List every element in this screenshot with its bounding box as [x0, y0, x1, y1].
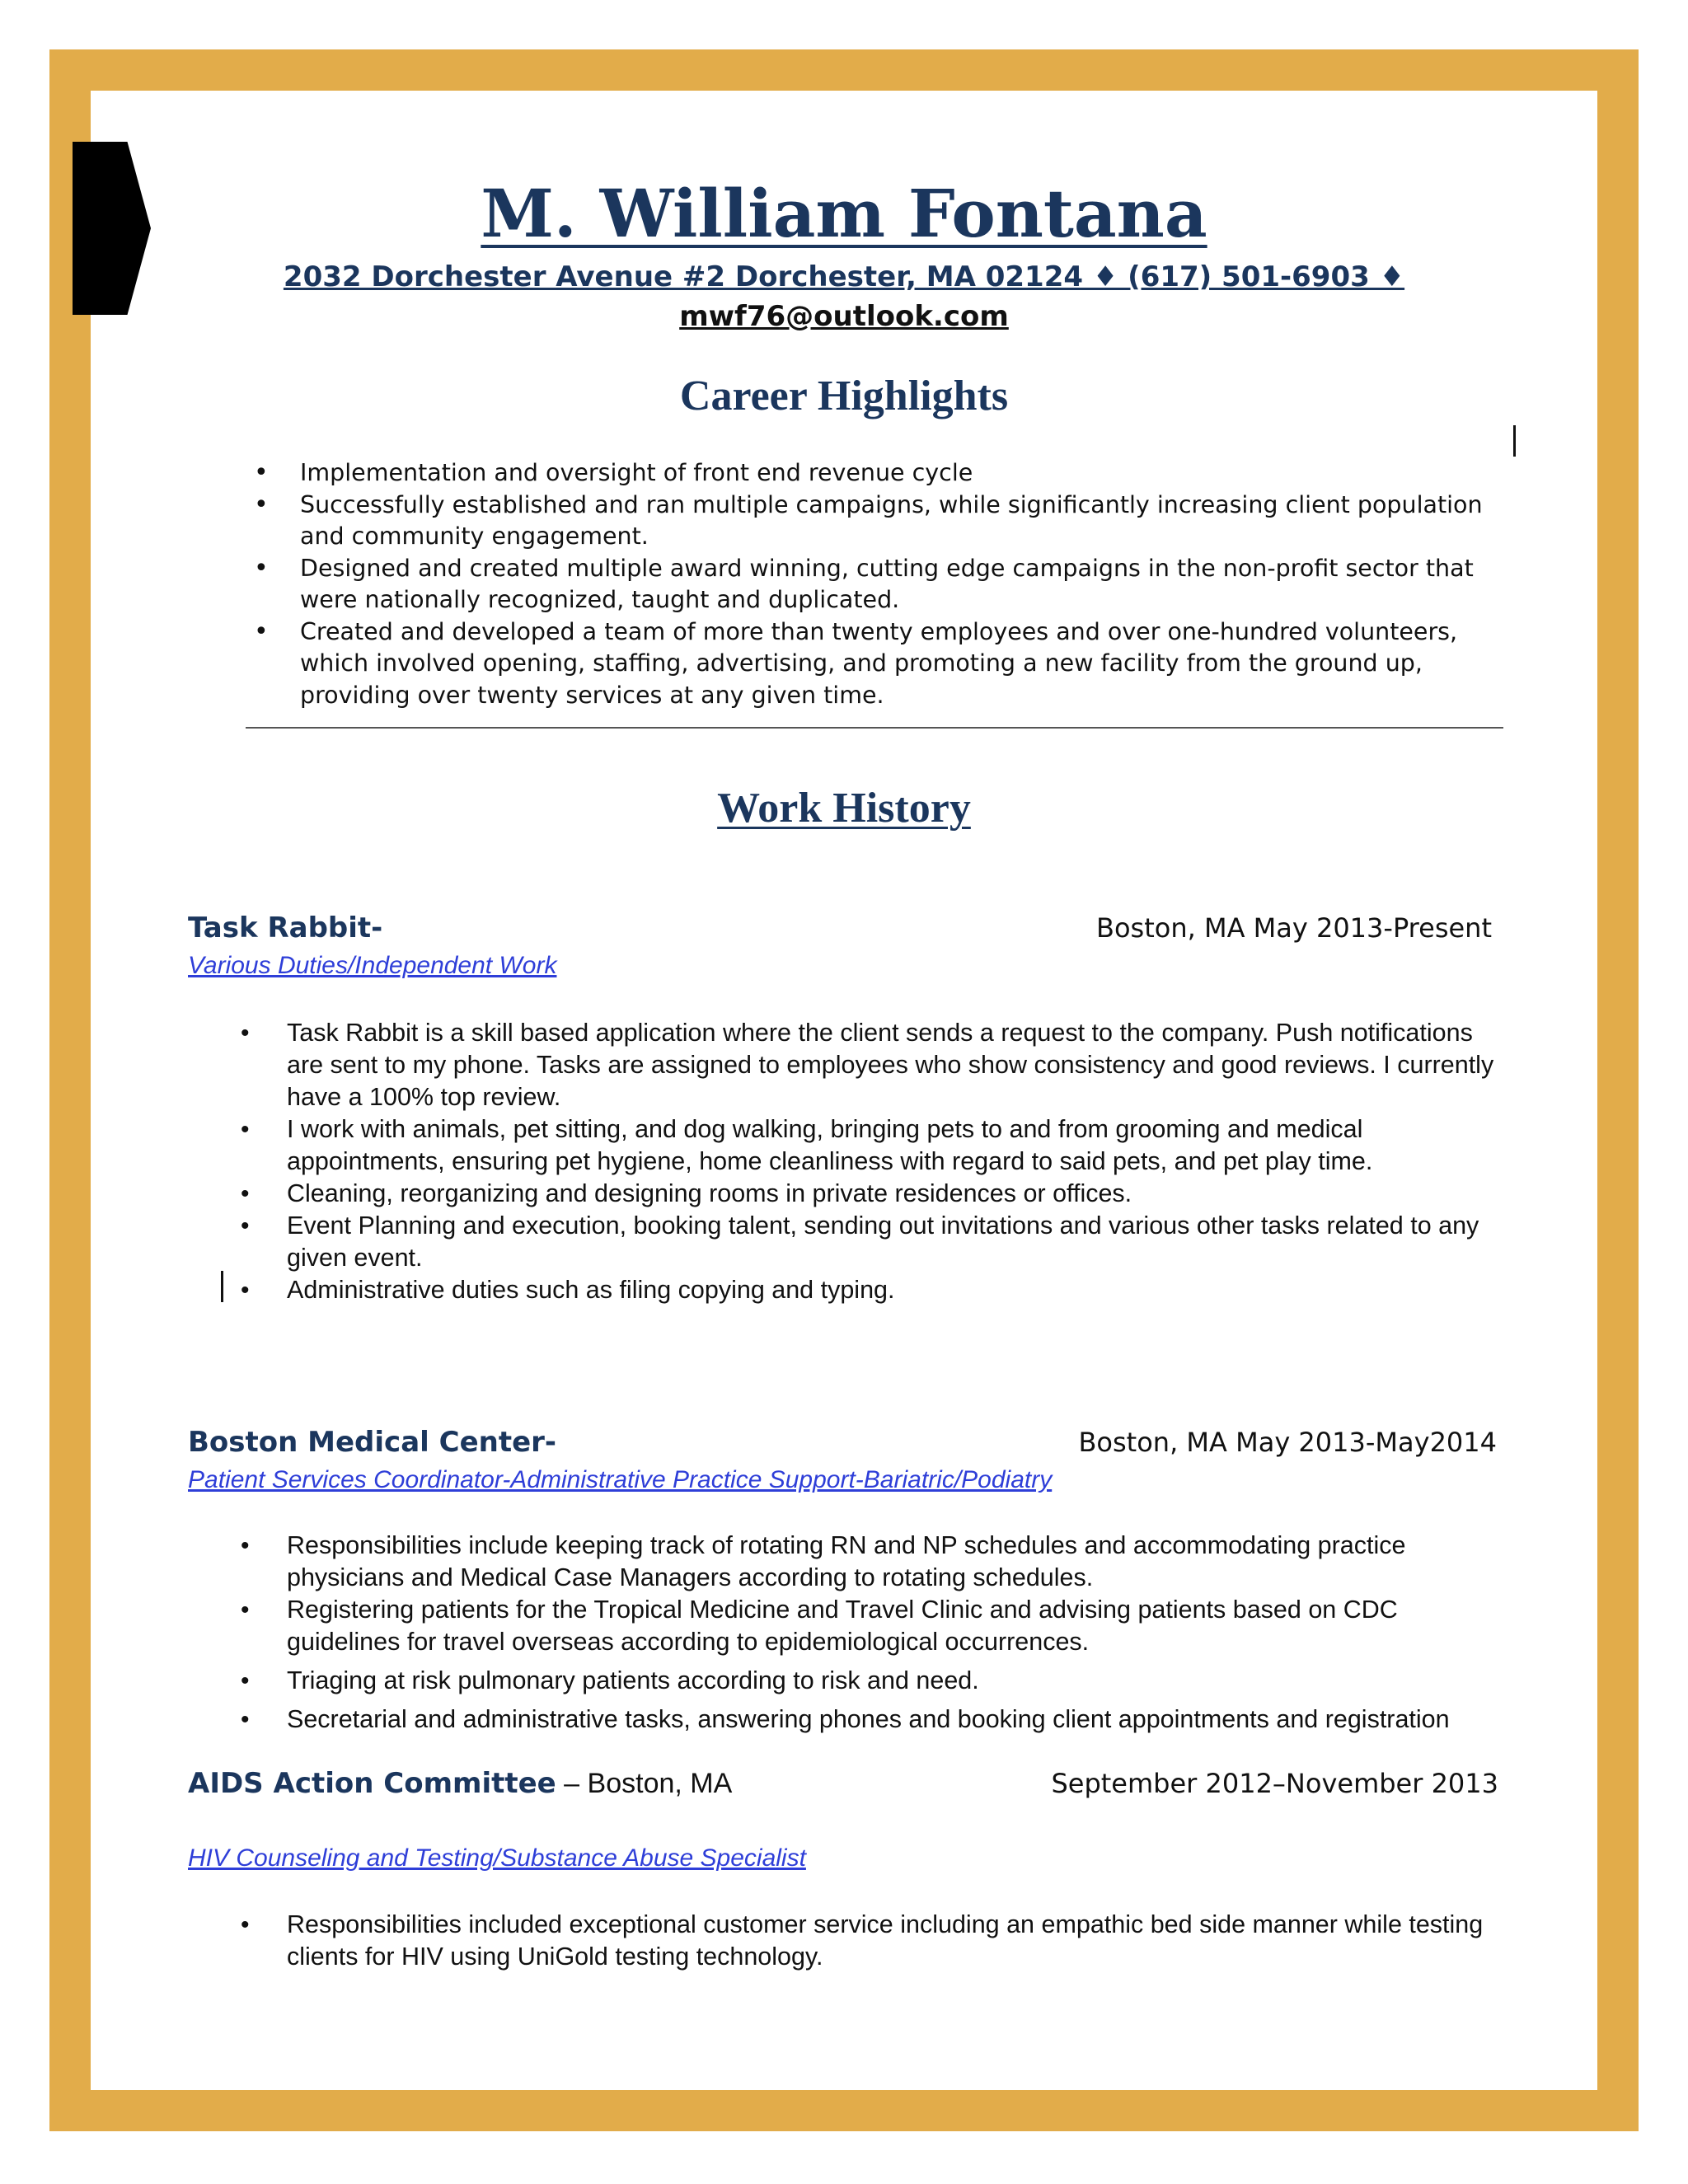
list-item: • I work with animals, pet sitting, and dog walking, bringing pets to and from grooming and medical appointments, ensuring pet hygiene, home cleanliness with regard to said pets, and pet play time. — [241, 1115, 1373, 1175]
bullet-icon: • — [241, 1706, 250, 1733]
career-item-text: Successfully established and ran multiple campaigns, while significantly increasing client population and community engagement. — [300, 490, 1483, 550]
job-date-aids-action: September 2012–November 2013 — [1051, 1768, 1498, 1799]
contact-address-line: 2032 Dorchester Avenue #2 Dorchester, MA 02124 ♦ (617) 501-6903 ♦ — [283, 260, 1405, 293]
career-item-text: Implementation and oversight of front end revenue cycle — [300, 459, 973, 486]
list-item: • Event Planning and execution, booking talent, sending out invitations and various other tasks related to any given event. — [241, 1212, 1479, 1272]
job-company-task-rabbit: Task Rabbit- — [188, 912, 383, 944]
work-history-title: Work History — [717, 785, 971, 832]
career-item-text: Created and developed a team of more than twenty employees and over one-hundred volunteers, which involved opening, staffing, advertising, and promoting a new facility from the ground up, providing over twenty services at any given time. — [300, 617, 1458, 709]
list-item — [254, 553, 1503, 616]
bullet-icon: • — [241, 1532, 250, 1559]
list-item: • Cleaning, reorganizing and designing rooms in private residences or offices. — [287, 1178, 1507, 1210]
bullet-icon: • — [241, 1019, 250, 1047]
bullet-icon: • — [241, 1212, 250, 1240]
text-cursor-mark — [221, 1271, 223, 1302]
section-divider — [246, 727, 1503, 729]
bullet-icon: • — [241, 1911, 250, 1938]
job-company-boston-medical: Boston Medical Center- — [188, 1426, 557, 1459]
list-item: • Secretarial and administrative tasks, answering phones and booking client appointments and registration — [287, 1704, 1507, 1736]
bullet-icon: • — [241, 1596, 250, 1624]
bullet-icon: • — [241, 1667, 250, 1694]
career-item-text: Designed and created multiple award winning, cutting edge campaigns in the non-profit sector that were nationally recognized, taught and duplicated. — [300, 554, 1474, 613]
list-item: • Responsibilities include keeping track of rotating RN and NP schedules and accommodating practice physicians and Medical Case Managers according to rotating schedules. — [241, 1531, 1406, 1591]
list-item — [254, 616, 1503, 712]
bullet-icon: • — [254, 616, 269, 646]
bullet-icon: • — [241, 1277, 250, 1304]
job-role-task-rabbit[interactable]: Various Duties/Independent Work — [188, 952, 557, 979]
list-item: • Registering patients for the Tropical Medicine and Travel Clinic and advising patients based on CDC guidelines for travel overseas according to epidemiological occurrences. — [241, 1596, 1398, 1656]
job-role-boston-medical[interactable]: Patient Services Coordinator-Administrative Practice Support-Bariatric/Podiatry — [188, 1466, 1053, 1493]
resume-name: M. William Fontana — [481, 175, 1207, 252]
job-company-aids-action: AIDS Action Committee – Boston, MA — [188, 1767, 733, 1800]
job-role-aids-action[interactable]: HIV Counseling and Testing/Substance Abuse Specialist — [188, 1844, 806, 1872]
list-item: • Administrative duties such as filing copying and typing. — [287, 1274, 1507, 1306]
list-item — [254, 457, 1503, 490]
contact-email[interactable]: mwf76@outlook.com — [679, 300, 1009, 333]
bullet-icon: • — [241, 1180, 250, 1207]
career-highlights-title: Career Highlights — [679, 373, 1009, 419]
list-item: • Task Rabbit is a skill based application where the client sends a request to the company. Push notifications are sent to my phone. Tasks are assigned to employees who show consistency and good reviews. I currently have a 100% top review. — [241, 1019, 1494, 1111]
list-item — [254, 490, 1503, 553]
career-highlights-list — [254, 457, 1503, 711]
bullet-icon: • — [254, 458, 269, 487]
bullet-icon: • — [254, 490, 269, 519]
job-date-task-rabbit: Boston, MA May 2013-Present — [1096, 912, 1492, 944]
bullet-icon: • — [241, 1116, 250, 1143]
text-cursor-mark — [1513, 425, 1516, 457]
list-item: • Responsibilities included exceptional customer service including an empathic bed side manner while testing clients for HIV using UniGold testing technology. — [241, 1910, 1484, 1971]
job-date-boston-medical: Boston, MA May 2013-May2014 — [1078, 1427, 1497, 1458]
job-duties-boston-medical — [241, 1530, 1507, 1736]
job-duties-aids-action — [241, 1909, 1507, 1973]
bullet-icon: • — [254, 553, 269, 583]
job-duties-task-rabbit — [241, 1017, 1507, 1306]
list-item: • Triaging at risk pulmonary patients according to risk and need. — [287, 1665, 1507, 1697]
